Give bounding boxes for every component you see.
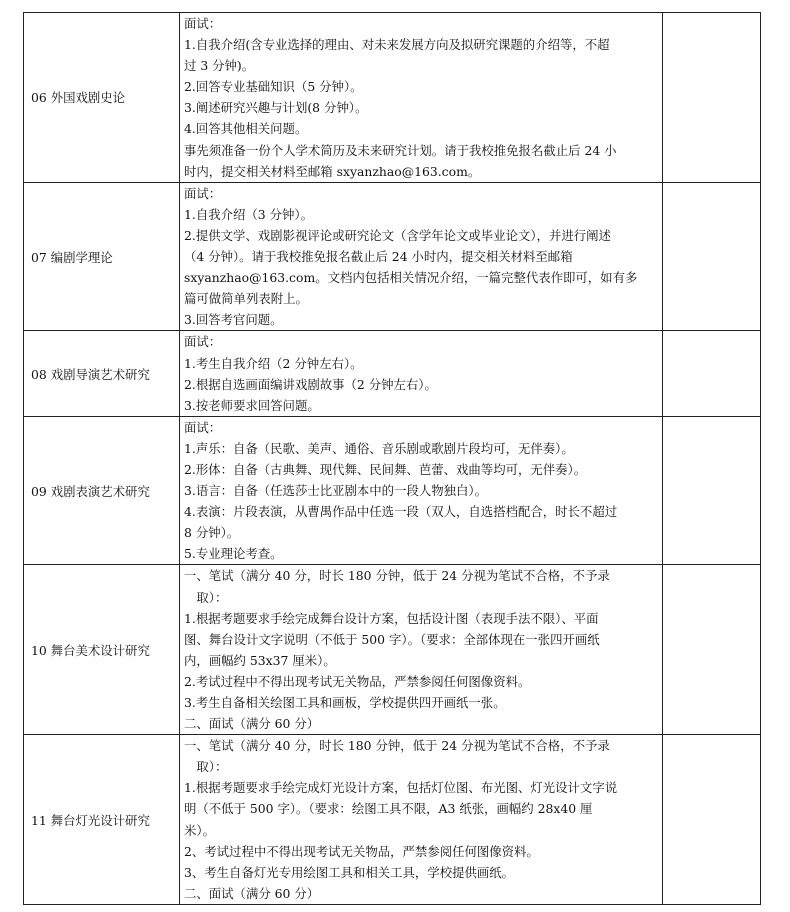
content-line: 2.考试过程中不得出现考试无关物品，严禁参阅任何图像资料。 <box>184 673 531 689</box>
content-line: 面试： <box>184 185 222 201</box>
remark-cell <box>663 13 761 183</box>
content-line: 图、舞台设计文字说明（不低于 500 字）。（要求：全部体现在一张四开画纸 <box>184 631 600 647</box>
content-line: 2.根据自选画面编讲戏剧故事（2 分钟左右）。 <box>184 376 437 392</box>
table-body <box>24 13 761 905</box>
major-name-cell: 10 舞台美术设计研究 <box>24 565 180 735</box>
content-line: （4 分钟）。请于我校推免报名截止后 24 小时内，提交相关材料至邮箱 <box>184 249 573 265</box>
content-line: 2.回答专业基础知识（5 分钟）。 <box>184 79 363 95</box>
major-name-cell: 07 编剧学理论 <box>24 182 180 331</box>
content-line: 3.按老师要求回答问题。 <box>184 397 320 413</box>
content-line: 2、考试过程中不得出现考试无关物品，严禁参阅任何图像资料。 <box>184 843 539 859</box>
content-line: 时内，提交相关材料至邮箱 sxyanzhao@163.com。 <box>184 163 481 179</box>
content-line: 2.形体：自备（古典舞、现代舞、民间舞、芭蕾、戏曲等均可，无伴奏）。 <box>184 461 587 477</box>
table-row <box>24 416 761 565</box>
content-line: 1.根据考题要求手绘完成舞台设计方案，包括设计图（表现手法不限）、平面 <box>184 610 599 626</box>
content-line: 1.根据考题要求手绘完成灯光设计方案，包括灯位图、布光图、灯光设计文字说 <box>184 780 618 796</box>
content-line: 一、笔试（满分 40 分，时长 180 分钟，低于 24 分视为笔试不合格，不予录 <box>184 738 610 754</box>
content-line: 3.考生自备相关绘图工具和画板，学校提供四开画纸一张。 <box>184 695 506 710</box>
content-line: 面试： <box>184 419 222 435</box>
major-name-cell: 06 外国戏剧史论 <box>24 13 180 183</box>
content-line: 2.提供文学、戏剧影视评论或研究论文（含学年论文或毕业论文），并进行阐述 <box>184 227 611 243</box>
content-line: 3、考生自备灯光专用绘图工具和相关工具，学校提供画纸。 <box>184 864 515 880</box>
exam-content-cell <box>180 13 663 183</box>
content-line: 1.考生自我介绍（2 分钟左右）。 <box>184 355 363 371</box>
content-line: 取）： <box>196 759 228 775</box>
remark-cell <box>663 735 761 905</box>
content-line: 面试： <box>184 16 222 31</box>
content-line: 二、面试（满分 60 分） <box>184 885 320 901</box>
content-line: 明（不低于 500 字）。（要求：绘图工具不限，A3 纸张，画幅约 28x40 厘 <box>184 801 593 817</box>
major-name-cell: 11 舞台灯光设计研究 <box>24 735 180 905</box>
table-row <box>24 13 761 183</box>
table-row <box>24 331 761 416</box>
content-line: 1.自我介绍(含专业选择的理由、对未来发展方向及拟研究课题的介绍等，不超 <box>184 37 610 53</box>
exam-content-cell <box>180 331 663 416</box>
content-line: sxyanzhao@163.com。文档内包括相关情况介绍，一篇完整代表作即可，如有多 <box>184 270 638 286</box>
content-line: 3.阐述研究兴趣与计划(8 分钟）。 <box>184 100 368 116</box>
content-line: 过 3 分钟)。 <box>184 58 255 74</box>
remark-cell <box>663 182 761 331</box>
content-line: 内，画幅约 53x37 厘米）。 <box>184 652 336 668</box>
table-row <box>24 565 761 735</box>
table-row <box>24 182 761 331</box>
content-line: 面试： <box>184 334 222 350</box>
content-line: 5.专业理论考查。 <box>184 546 283 562</box>
content-line: 1.声乐：自备（民歌、美声、通俗、音乐剧或歌剧片段均可，无伴奏）。 <box>184 440 574 456</box>
content-line: 事先须准备一份个人学术简历及未来研究计划。请于我校推免报名截止后 24 小 <box>184 142 617 158</box>
exam-content-cell <box>180 565 663 735</box>
major-name-cell: 09 戏剧表演艺术研究 <box>24 416 180 565</box>
content-line: 4.表演：片段表演，从曹禺作品中任选一段（双人，自选搭档配合，时长不超过 <box>184 504 618 520</box>
exam-content-cell <box>180 416 663 565</box>
remark-cell <box>663 565 761 735</box>
content-line: 3.语言：自备（任选莎士比亚剧本中的一段人物独白）。 <box>184 483 487 499</box>
content-line: 篇可做简单列表附上。 <box>184 291 308 307</box>
exam-requirements-table <box>23 12 761 905</box>
remark-cell <box>663 331 761 416</box>
exam-content-cell <box>180 735 663 905</box>
content-line: 取）： <box>196 589 228 605</box>
content-line: 3.回答考官问题。 <box>184 312 283 328</box>
exam-content-cell <box>180 182 663 331</box>
content-line: 米）。 <box>184 822 215 838</box>
content-line: 1.自我介绍（3 分钟）。 <box>184 206 313 222</box>
content-line: 二、面试（满分 60 分） <box>184 716 320 732</box>
remark-cell <box>663 416 761 565</box>
content-line: 一、笔试（满分 40 分，时长 180 分钟，低于 24 分视为笔试不合格，不予录 <box>184 568 610 584</box>
content-line: 4.回答其他相关问题。 <box>184 121 308 137</box>
major-name-cell: 08 戏剧导演艺术研究 <box>24 331 180 416</box>
table-row <box>24 735 761 905</box>
content-line: 8 分钟）。 <box>184 525 240 541</box>
